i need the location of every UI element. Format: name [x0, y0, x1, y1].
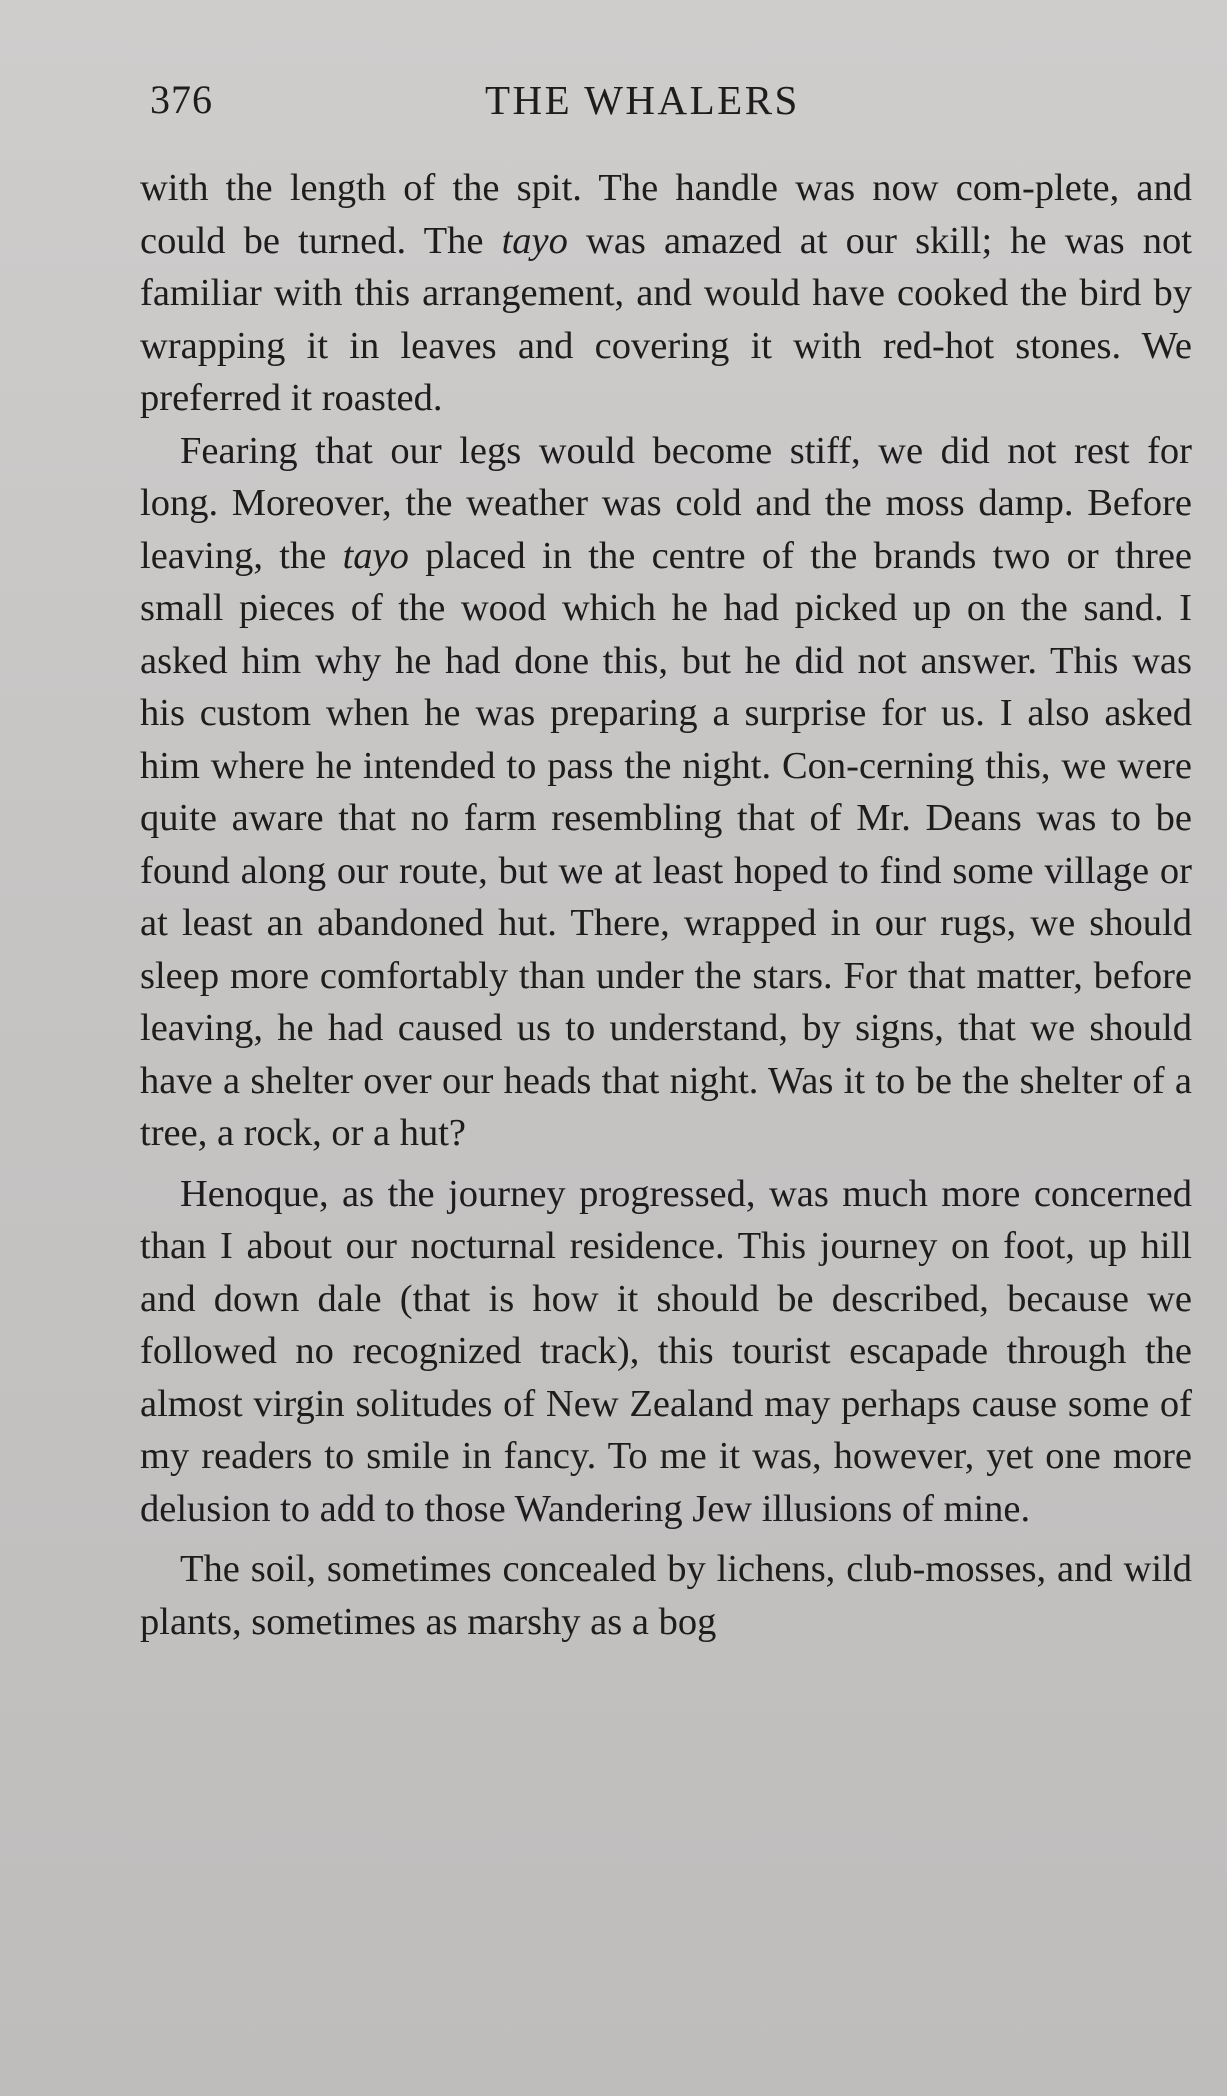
text-segment: with the length of the spit. The handle was now com-plete, and could be turned. The: [140, 167, 1192, 262]
page-number: 376: [150, 77, 213, 122]
text-segment: placed in the centre of the brands two or three small pieces of the wood which he had picked up on the sand. I asked him why he had done this, but he did not answer. This was his custom when he was preparing a surprise for us. I also asked him where he intended to pass the night. Con-cerning this, we were quite aware that no farm resembling that of Mr. Deans was to be found along our route, but we at least hoped to find some village or at least an abandoned hut. There, wrapped in our rugs, we should sleep more comfortably than under the stars. For that matter, before leaving, he had caused us to understand, by signs, that we should have a shelter over our heads that night. Was it to be the shelter of a tree, a rock, or a hut?: [140, 534, 1192, 1154]
text-segment: Henoque, as the journey progressed, was much more concerned than I about our nocturnal residence. This journey on foot, up hill and down dale (that is how it should be described, because we followed no recognized track), this tourist escapade through the almost virgin solitudes of New Zealand may perhaps cause some of my readers to smile in fancy. To me it was, however, yet one more delusion to add to those Wandering Jew illusions of mine.: [140, 1172, 1192, 1530]
paragraph-1: [140, 162, 1192, 425]
running-head: [150, 76, 1150, 136]
body-text: [140, 162, 1192, 1648]
italic-word: tayo: [342, 534, 409, 577]
paragraph-3: [140, 1168, 1192, 1536]
text-segment: The soil, sometimes concealed by lichens, club-mosses, and wild plants, sometimes as marshy as a bog: [140, 1548, 1192, 1643]
text-segment: Fearing that our legs would become stiff, we did not rest for long. Moreover, the weather was cold and the moss damp. Before leaving, the: [140, 429, 1192, 577]
paragraph-4: [140, 1543, 1192, 1648]
text-segment: was amazed at our skill; he was not familiar with this arrangement, and would have cooked the bird by wrapping it in leaves and covering it with red-hot stones. We preferred it roasted.: [140, 219, 1192, 419]
running-title: THE WHALERS: [485, 77, 800, 123]
italic-word: tayo: [501, 219, 568, 262]
paragraph-2: [140, 425, 1192, 1160]
